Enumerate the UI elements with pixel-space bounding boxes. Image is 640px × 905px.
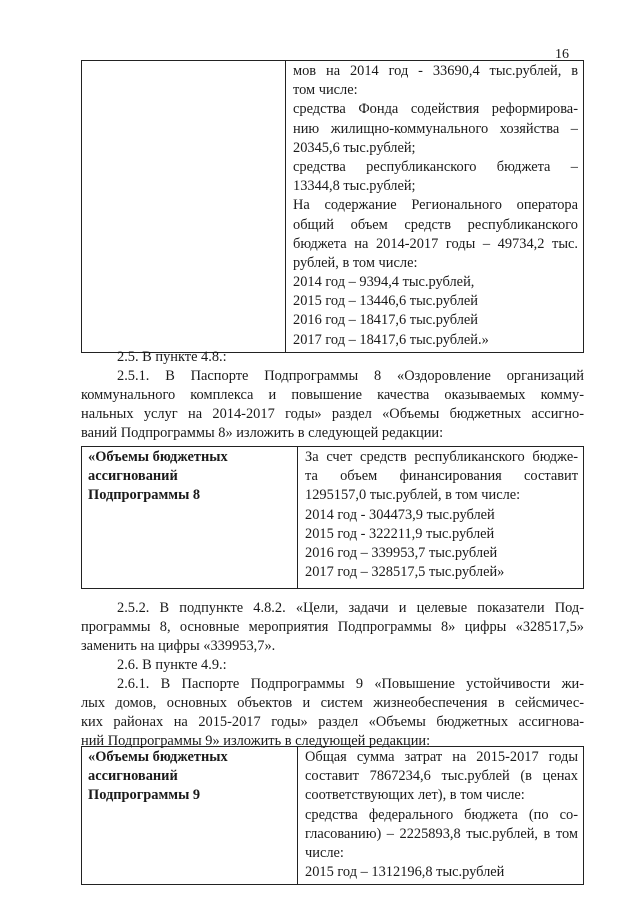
paragraph-line: 2.6.1. В Паспорте Подпрограммы 9 «Повышение устойчивости жи- bbox=[117, 676, 584, 692]
paragraph-line: программы 8, основные мероприятия Подпрограммы 8» цифры «328517,5» bbox=[81, 619, 584, 635]
text-line: средства республиканского бюджета – bbox=[293, 158, 578, 175]
paragraph-line: коммунального комплекса и повышение качества оказываемых комму- bbox=[81, 387, 584, 403]
text-line: 2015 год - 322211,9 тыс.рублей bbox=[305, 525, 495, 542]
text-line: 2016 год – 339953,7 тыс.рублей bbox=[305, 544, 498, 561]
text-line: 2017 год – 328517,5 тыс.рублей» bbox=[305, 564, 505, 581]
text-line: 2015 год – 13446,6 тыс.рублей bbox=[293, 293, 478, 310]
paragraph-line: лых домов, основных объектов и систем жизнеобеспечения в сейсмичес- bbox=[81, 695, 584, 711]
text-line: 13344,8 тыс.рублей; bbox=[293, 178, 416, 195]
section-heading: 2.5. В пункте 4.8.: bbox=[117, 349, 227, 365]
table-right-cell bbox=[298, 747, 584, 885]
paragraph-line: нальных услуг на 2014-2017 годы» раздел «Объемы бюджетных ассигно- bbox=[81, 406, 584, 422]
section-heading: 2.6. В пункте 4.9.: bbox=[117, 657, 227, 673]
row-label: ассигнований bbox=[88, 768, 178, 785]
text-line: числе: bbox=[305, 844, 344, 861]
text-line: 2015 год – 1312196,8 тыс.рублей bbox=[305, 864, 505, 881]
paragraph-line: ких районах на 2015-2017 годы» раздел «Объемы бюджетных ассигнова- bbox=[81, 714, 584, 730]
row-label: Подпрограммы 8 bbox=[88, 487, 201, 504]
table-left-cell bbox=[82, 747, 298, 885]
table-right-cell bbox=[286, 61, 584, 353]
row-label: Подпрограммы 9 bbox=[88, 787, 201, 804]
table-left-cell bbox=[82, 447, 298, 589]
text-line: 2017 год – 18417,6 тыс.рублей.» bbox=[293, 331, 489, 348]
row-label: «Объемы бюджетных bbox=[88, 749, 228, 765]
section-2-5-2 bbox=[81, 599, 584, 751]
text-line: 2014 год – 9394,4 тыс.рублей, bbox=[293, 274, 475, 291]
text-line: 2016 год – 18417,6 тыс.рублей bbox=[293, 312, 478, 329]
text-line: средства Фонда содействия реформирова- bbox=[293, 101, 578, 118]
row-label: «Объемы бюджетных bbox=[88, 449, 228, 465]
text-line: гласованию) – 2225893,8 тыс.рублей, в том bbox=[305, 825, 578, 842]
text-line: та объем финансирования составит bbox=[305, 468, 578, 485]
paragraph-line: 2.5.2. В подпункте 4.8.2. «Цели, задачи и целевые показатели Под- bbox=[117, 600, 584, 616]
budget-table-subprogram-8 bbox=[81, 446, 584, 589]
paragraph-line: 2.5.1. В Паспорте Подпрограммы 8 «Оздоровление организаций bbox=[117, 368, 584, 384]
text-line: том числе: bbox=[293, 82, 358, 99]
text-line: бюджета на 2014-2017 годы – 49734,2 тыс. bbox=[293, 235, 578, 252]
text-line: составит 7867234,6 тыс.рублей (в ценах bbox=[305, 768, 578, 785]
paragraph-line: ний Подпрограммы 9» изложить в следующей редакции: bbox=[81, 733, 431, 749]
text-line: нию жилищно-коммунального хозяйства – bbox=[293, 120, 578, 137]
page-number: 16 bbox=[555, 47, 569, 62]
text-line: 2014 год - 304473,9 тыс.рублей bbox=[305, 506, 495, 523]
text-line: За счет средств республиканского бюдже- bbox=[305, 449, 578, 465]
text-line: Общая сумма затрат на 2015-2017 годы bbox=[305, 749, 578, 765]
text-line: мов на 2014 год - 33690,4 тыс.рублей, в bbox=[293, 63, 578, 79]
table-left-cell bbox=[82, 61, 286, 353]
paragraph-line: ваний Подпрограммы 8» изложить в следующей редакции: bbox=[81, 425, 444, 441]
text-line: На содержание Регионального оператора bbox=[293, 197, 578, 214]
section-2-5 bbox=[81, 348, 584, 443]
text-line: рублей, в том числе: bbox=[293, 254, 418, 271]
paragraph-line: заменить на цифры «339953,7». bbox=[81, 638, 276, 654]
text-line: средства федерального бюджета (по со- bbox=[305, 806, 578, 823]
text-line: соответствующих лет), в том числе: bbox=[305, 787, 525, 804]
budget-table-subprogram-9 bbox=[81, 746, 584, 885]
budget-table-continuation bbox=[81, 60, 584, 353]
text-line: общий объем средств республиканского bbox=[293, 216, 578, 233]
row-label: ассигнований bbox=[88, 468, 178, 485]
table-right-cell bbox=[298, 447, 584, 589]
text-line: 1295157,0 тыс.рублей, в том числе: bbox=[305, 487, 521, 504]
text-line: 20345,6 тыс.рублей; bbox=[293, 139, 416, 156]
